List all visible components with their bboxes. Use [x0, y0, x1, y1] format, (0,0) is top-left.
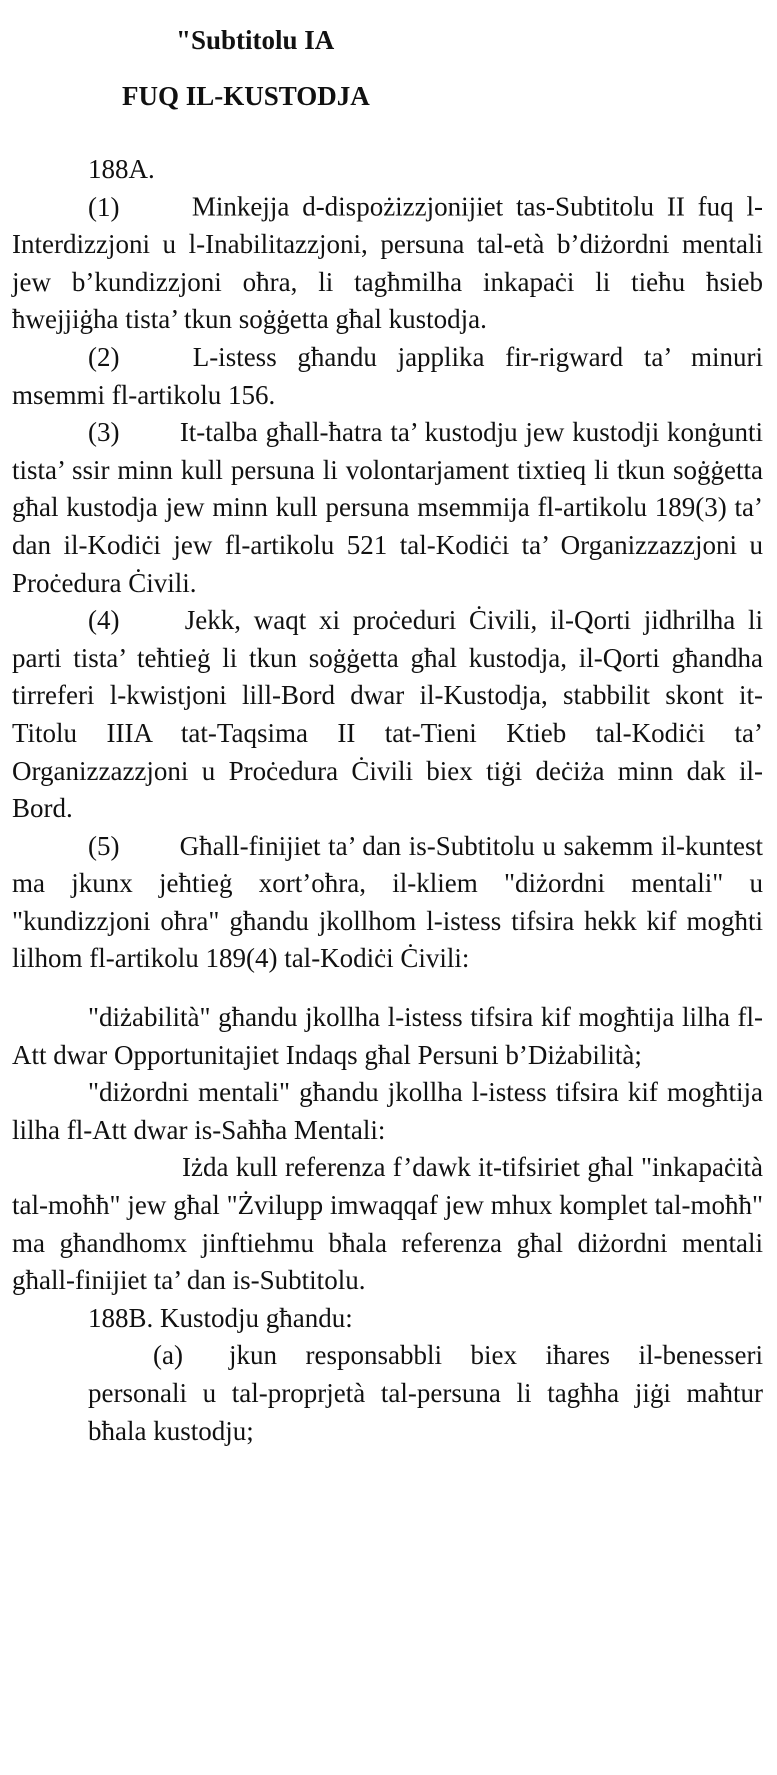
- article-number: 188B.: [88, 1302, 154, 1333]
- subtitle-heading: "Subtitolu IA: [176, 25, 335, 55]
- paragraph-text: L-istess għandu japplika fir-rigward ta’ minuri msemmi fl-artikolu 156.: [12, 341, 763, 410]
- document-body: [12, 151, 763, 1450]
- paragraph-number: (4): [88, 605, 120, 636]
- paragraph-number: (2): [88, 341, 120, 372]
- title-heading: FUQ IL-KUSTODJA: [122, 81, 370, 111]
- paragraph-text: It-talba għall-ħatra ta’ kustodju jew kustodji konġunti tista’ ssir minn kull persuna li volontarjament tixtieq li tkun soġġetta għal kustodja jew minn kull persuna msemmija fl-artikolu 189(3) ta’ dan il-Kodiċi jew fl-artikolu 521 tal-Kodiċi ta’ Organizzazzjoni u Proċedura Ċivili.: [12, 417, 764, 598]
- paragraph-number: 188A. (1): [88, 154, 155, 222]
- article-188a-paragraph-4: [12, 602, 763, 828]
- proviso-paragraph: Iżda kull referenza f’dawk it-tifsiriet għal "inkapaċità tal-moħħ" jew għal "Żvilupp imwaqqaf jew mhux komplet tal-moħħ" ma għandhomx jinftiehmu bħala referenza għal diżordni mentali għall-finijiet ta’ dan is-Subtitolu.: [12, 1152, 763, 1296]
- item-text: jkun responsabbli biex iħares il-benesseri personali u tal-proprjetà tal-persuna li tagħha jiġi maħtur bħala kustodju;: [88, 1340, 763, 1446]
- article-188a-paragraph-2: [12, 339, 763, 414]
- definition-mental-disorder: "diżordni mentali" għandu jkollha l-istess tifsira kif mogħtija lilha fl-Att dwar is-Saħħa Mentali:: [12, 1077, 763, 1145]
- article-188a-paragraph-1: [12, 151, 763, 339]
- item-label: (a): [153, 1340, 183, 1371]
- paragraph-number: (3): [88, 417, 120, 448]
- article-188b-item-a: [12, 1337, 763, 1450]
- article-188a-paragraph-5: [12, 828, 763, 978]
- paragraph-text: Minkejja d-dispożizzjonijiet tas-Subtitolu II fuq l-Interdizzjoni u l-Inabilitazzjoni, persuna tal-età b’diżordni mentali jew b’kundizzjoni oħra, li tagħmilha inkapaċi li tieħu ħsieb ħwejjiġha tista’ tkun soġġetta għal kustodja.: [12, 191, 764, 335]
- article-intro-text: Kustodju għandu:: [160, 1302, 353, 1333]
- definition-disability: "diżabilità" għandu jkollha l-istess tifsira kif mogħtija lilha fl-Att dwar Opportunitajiet Indaqs għal Persuni b’Diżabilità;: [12, 1002, 763, 1070]
- article-188a-paragraph-3: [12, 414, 763, 602]
- article-188b-intro: [12, 1300, 763, 1338]
- paragraph-text: Jekk, waqt xi proċeduri Ċivili, il-Qorti jidhrilha li parti tista’ teħtieġ li tkun soġġetta għal kustodja, il-Qorti għandha tirreferi l-kwistjoni lill-Bord dwar il-Kustodja, stabbilit skont it-Titolu IIIA tat-Taqsima II tat-Tieni Ktieb tal-Kodiċi ta’ Organizzazzjoni u Proċedura Ċivili biex tiġi deċiża minn dak il-Bord.: [12, 605, 763, 824]
- paragraph-text: Għall-finijiet ta’ dan is-Subtitolu u sakemm il-kuntest ma jkunx jeħtieġ xort’oħra, il-kliem "diżordni mentali" u "kundizzjoni oħra" għandu jkollhom l-istess tifsira hekk kif mogħti lilhom fl-artikolu 189(4) tal-Kodiċi Ċivili:: [12, 830, 764, 974]
- paragraph-number: (5): [88, 830, 120, 861]
